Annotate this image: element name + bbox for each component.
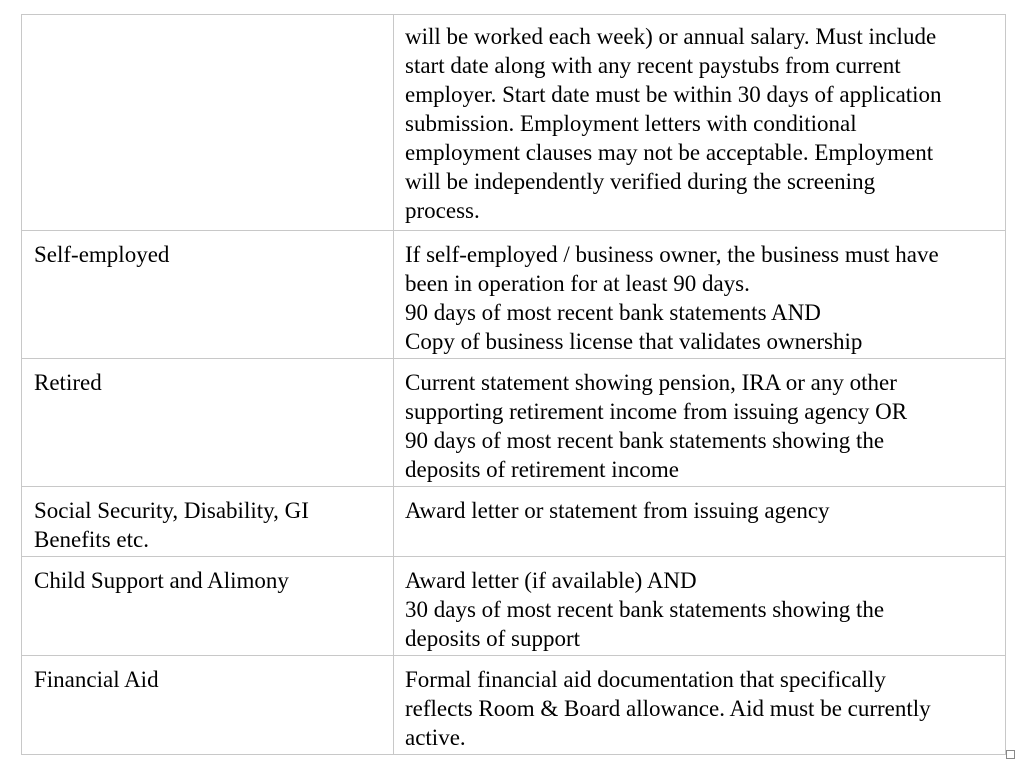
table-row <box>22 15 1006 231</box>
income-type-cell <box>22 231 394 359</box>
requirement-line: submission. Employment letters with conditional <box>405 111 857 136</box>
income-type-cell <box>22 557 394 656</box>
income-type-label: Self-employed <box>34 242 170 267</box>
table-row <box>22 557 1006 656</box>
requirements-cell <box>394 656 1006 755</box>
requirement-line: Award letter (if available) AND <box>405 568 697 593</box>
income-type-cell <box>22 15 394 231</box>
income-documentation-table <box>21 14 1006 755</box>
requirement-line: start date along with any recent paystubs from current <box>405 53 901 78</box>
requirements-cell <box>394 557 1006 656</box>
income-type-label: Retired <box>34 370 102 395</box>
income-type-label: Financial Aid <box>34 667 159 692</box>
requirement-line: supporting retirement income from issuing agency OR <box>405 399 908 424</box>
requirement-line: deposits of support <box>405 626 581 651</box>
requirements-cell <box>394 231 1006 359</box>
requirement-line: process. <box>405 198 480 223</box>
income-type-cell <box>22 487 394 557</box>
requirement-line: will be independently verified during the screening <box>405 169 876 194</box>
requirement-line: If self-employed / business owner, the business must have <box>405 242 939 267</box>
requirement-line: active. <box>405 725 466 750</box>
income-type-label: Benefits etc. <box>34 527 149 552</box>
table-row <box>22 656 1006 755</box>
income-type-cell <box>22 656 394 755</box>
table-row <box>22 359 1006 487</box>
requirement-line: 30 days of most recent bank statements showing the <box>405 597 885 622</box>
requirement-line: employment clauses may not be acceptable. Employment <box>405 140 934 165</box>
requirement-line: reflects Room & Board allowance. Aid must be currently <box>405 696 931 721</box>
requirement-line: will be worked each week) or annual salary. Must include <box>405 24 937 49</box>
table-row <box>22 487 1006 557</box>
requirements-cell <box>394 487 1006 557</box>
requirement-line: Formal financial aid documentation that specifically <box>405 667 886 692</box>
requirement-line: been in operation for at least 90 days. <box>405 271 750 296</box>
requirements-cell <box>394 15 1006 231</box>
requirements-cell <box>394 359 1006 487</box>
requirement-line: employer. Start date must be within 30 days of application <box>405 82 942 107</box>
requirement-line: 90 days of most recent bank statements AND <box>405 300 821 325</box>
income-type-label: Child Support and Alimony <box>34 568 289 593</box>
table-row <box>22 231 1006 359</box>
requirement-line: Current statement showing pension, IRA or any other <box>405 370 897 395</box>
requirement-line: 90 days of most recent bank statements showing the <box>405 428 885 453</box>
requirement-line: Copy of business license that validates ownership <box>405 329 863 354</box>
requirement-line: Award letter or statement from issuing agency <box>405 498 830 523</box>
requirement-line: deposits of retirement income <box>405 457 680 482</box>
income-type-label: Social Security, Disability, GI <box>34 498 309 523</box>
table-resize-handle[interactable] <box>1006 750 1015 759</box>
income-type-cell <box>22 359 394 487</box>
